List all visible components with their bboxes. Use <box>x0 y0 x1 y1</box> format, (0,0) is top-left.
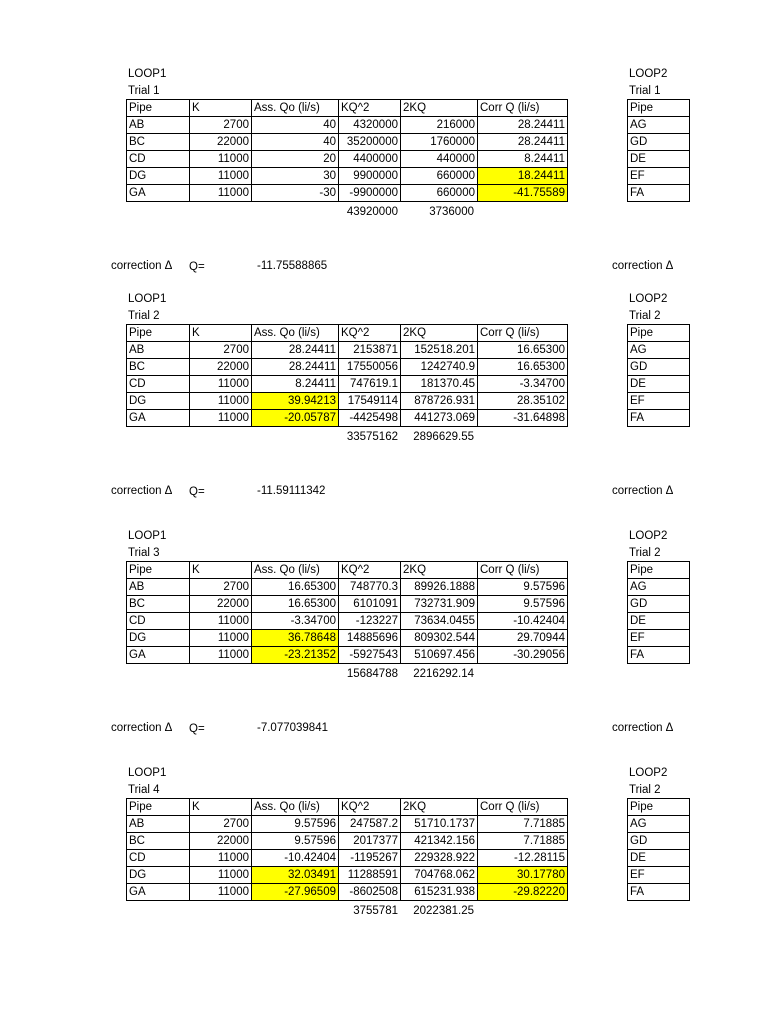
cell-qo[interactable]: 36.78648 <box>252 630 339 647</box>
loop1-table <box>126 798 568 901</box>
table-row <box>628 325 690 342</box>
cell-corr[interactable]: -31.64898 <box>478 410 568 427</box>
column-header[interactable]: Pipe <box>127 325 190 342</box>
table-row <box>628 867 690 884</box>
column-header[interactable]: 2KQ <box>401 562 478 579</box>
column-header[interactable]: Corr Q (li/s) <box>478 325 568 342</box>
cell-k[interactable]: 22000 <box>190 833 252 850</box>
loop1-table <box>126 324 568 427</box>
cell-kq2[interactable]: -4425498 <box>339 410 401 427</box>
cell-pipe[interactable]: CD <box>127 151 190 168</box>
column-header[interactable]: K <box>190 325 252 342</box>
cell-k[interactable]: 11000 <box>190 151 252 168</box>
cell-kq2[interactable]: -1195267 <box>339 850 401 867</box>
cell-k[interactable]: 11000 <box>190 168 252 185</box>
cell-pipe[interactable]: AB <box>127 342 190 359</box>
cell-pipe[interactable]: BC <box>127 134 190 151</box>
cell-corr[interactable]: 28.24411 <box>478 134 568 151</box>
cell-twokq[interactable]: 510697.456 <box>401 647 478 664</box>
cell-twokq[interactable]: 660000 <box>401 168 478 185</box>
header-row <box>127 325 568 342</box>
cell-twokq[interactable]: 660000 <box>401 185 478 202</box>
column-header[interactable]: K <box>190 562 252 579</box>
cell-corr[interactable]: 28.35102 <box>478 393 568 410</box>
q-value: -11.59111342 <box>257 485 326 497</box>
cell-corr[interactable]: -41.75589 <box>478 185 568 202</box>
cell-pipe[interactable]: CD <box>127 376 190 393</box>
cell-kq2[interactable]: 4400000 <box>339 151 401 168</box>
cell-twokq[interactable]: 1760000 <box>401 134 478 151</box>
cell-twokq[interactable]: 441273.069 <box>401 410 478 427</box>
table-row <box>628 562 690 579</box>
cell-k[interactable]: 22000 <box>190 359 252 376</box>
cell-corr[interactable]: 16.65300 <box>478 359 568 376</box>
cell-corr[interactable]: -30.29056 <box>478 647 568 664</box>
table-row <box>127 151 568 168</box>
cell-pipe[interactable]: FA <box>628 647 690 664</box>
cell-k[interactable]: 2700 <box>190 816 252 833</box>
cell-pipe[interactable]: EF <box>628 630 690 647</box>
cell-corr[interactable]: -12.28115 <box>478 850 568 867</box>
loop1-label: LOOP1 <box>128 530 167 542</box>
cell-pipe[interactable]: FA <box>628 884 690 901</box>
column-header[interactable]: Pipe <box>127 562 190 579</box>
cell-twokq[interactable]: 440000 <box>401 151 478 168</box>
cell-corr[interactable]: 8.24411 <box>478 151 568 168</box>
total-2kq: 3736000 <box>429 206 474 218</box>
cell-pipe[interactable]: DE <box>628 613 690 630</box>
cell-pipe[interactable]: Pipe <box>628 799 690 816</box>
cell-pipe[interactable]: DE <box>628 151 690 168</box>
cell-kq2[interactable]: 4320000 <box>339 117 401 134</box>
correction-label: correction Δ <box>111 485 173 497</box>
cell-pipe[interactable]: GA <box>127 647 190 664</box>
table-row <box>628 168 690 185</box>
cell-qo[interactable]: -3.34700 <box>252 613 339 630</box>
cell-twokq[interactable]: 615231.938 <box>401 884 478 901</box>
right-correction-label: correction Δ <box>612 722 674 734</box>
loop2-label: LOOP2 <box>629 767 668 779</box>
cell-pipe[interactable]: Pipe <box>628 562 690 579</box>
cell-k[interactable]: 11000 <box>190 850 252 867</box>
cell-kq2[interactable]: 17550056 <box>339 359 401 376</box>
cell-kq2[interactable]: 11288591 <box>339 867 401 884</box>
column-header[interactable]: Pipe <box>127 799 190 816</box>
table-row <box>628 410 690 427</box>
q-value: -7.077039841 <box>257 722 328 734</box>
cell-qo[interactable]: -30 <box>252 185 339 202</box>
cell-pipe[interactable]: AG <box>628 342 690 359</box>
table-row <box>127 579 568 596</box>
cell-pipe[interactable]: GA <box>127 185 190 202</box>
table-row <box>127 884 568 901</box>
cell-twokq[interactable]: 1242740.9 <box>401 359 478 376</box>
column-header[interactable]: Ass. Qo (li/s) <box>252 799 339 816</box>
cell-pipe[interactable]: DE <box>628 376 690 393</box>
q-value: -11.75588865 <box>257 260 328 272</box>
table-row <box>628 185 690 202</box>
cell-kq2[interactable]: 6101091 <box>339 596 401 613</box>
table-row <box>127 410 568 427</box>
total-2kq: 2022381.25 <box>413 905 474 917</box>
total-2kq: 2216292.14 <box>413 668 474 680</box>
cell-twokq[interactable]: 878726.931 <box>401 393 478 410</box>
column-header[interactable]: 2KQ <box>401 799 478 816</box>
cell-k[interactable]: 11000 <box>190 630 252 647</box>
cell-pipe[interactable]: DG <box>127 393 190 410</box>
loop2-table <box>627 561 690 664</box>
loop1-label: LOOP1 <box>128 68 167 80</box>
cell-kq2[interactable]: -9900000 <box>339 185 401 202</box>
cell-corr[interactable]: 16.65300 <box>478 342 568 359</box>
cell-k[interactable]: 11000 <box>190 867 252 884</box>
cell-qo[interactable]: 28.24411 <box>252 359 339 376</box>
cell-pipe[interactable]: GD <box>628 833 690 850</box>
table-row <box>628 151 690 168</box>
q-label: Q= <box>189 261 205 273</box>
table-row <box>127 393 568 410</box>
cell-qo[interactable]: 28.24411 <box>252 342 339 359</box>
cell-k[interactable]: 2700 <box>190 579 252 596</box>
column-header[interactable]: Corr Q (li/s) <box>478 799 568 816</box>
cell-pipe[interactable]: DG <box>127 630 190 647</box>
total-kq2: 3755781 <box>353 905 398 917</box>
table-row <box>628 596 690 613</box>
table-row <box>127 117 568 134</box>
column-header[interactable]: K <box>190 799 252 816</box>
cell-pipe[interactable]: GA <box>127 884 190 901</box>
table-row <box>127 630 568 647</box>
table-row <box>628 376 690 393</box>
loop2-table <box>627 798 690 901</box>
cell-corr[interactable]: -3.34700 <box>478 376 568 393</box>
cell-twokq[interactable]: 704768.062 <box>401 867 478 884</box>
cell-pipe[interactable]: AG <box>628 579 690 596</box>
loop2-label: LOOP2 <box>629 68 668 80</box>
cell-corr[interactable]: 9.57596 <box>478 579 568 596</box>
q-label: Q= <box>189 723 205 735</box>
cell-pipe[interactable]: GD <box>628 134 690 151</box>
table-row <box>127 816 568 833</box>
cell-kq2[interactable]: 2017377 <box>339 833 401 850</box>
cell-qo[interactable]: 40 <box>252 117 339 134</box>
cell-twokq[interactable]: 229328.922 <box>401 850 478 867</box>
cell-pipe[interactable]: DG <box>127 168 190 185</box>
loop2-trial-label: Trial 2 <box>629 547 661 559</box>
cell-pipe[interactable]: DE <box>628 850 690 867</box>
cell-twokq[interactable]: 181370.45 <box>401 376 478 393</box>
loop2-table <box>627 324 690 427</box>
trial-label: Trial 2 <box>128 310 160 322</box>
cell-pipe[interactable]: FA <box>628 410 690 427</box>
table-row <box>127 867 568 884</box>
cell-pipe[interactable]: FA <box>628 185 690 202</box>
cell-corr[interactable]: 30.17780 <box>478 867 568 884</box>
table-row <box>127 850 568 867</box>
cell-corr[interactable]: -10.42404 <box>478 613 568 630</box>
cell-kq2[interactable]: 747619.1 <box>339 376 401 393</box>
total-kq2: 15684788 <box>346 668 398 680</box>
table-row <box>628 884 690 901</box>
table-row <box>127 185 568 202</box>
trial-label: Trial 4 <box>128 784 160 796</box>
cell-pipe[interactable]: BC <box>127 359 190 376</box>
correction-label: correction Δ <box>111 722 173 734</box>
table-row <box>127 134 568 151</box>
correction-label: correction Δ <box>111 260 173 272</box>
cell-kq2[interactable]: 35200000 <box>339 134 401 151</box>
cell-corr[interactable]: 29.70944 <box>478 630 568 647</box>
cell-qo[interactable]: -10.42404 <box>252 850 339 867</box>
cell-corr[interactable]: -29.82220 <box>478 884 568 901</box>
cell-k[interactable]: 2700 <box>190 117 252 134</box>
cell-pipe[interactable]: AG <box>628 117 690 134</box>
cell-corr[interactable]: 18.24411 <box>478 168 568 185</box>
table-row <box>628 393 690 410</box>
cell-twokq[interactable]: 73634.0455 <box>401 613 478 630</box>
loop1-table <box>126 99 568 202</box>
table-row <box>628 100 690 117</box>
table-row <box>127 596 568 613</box>
header-row <box>127 799 568 816</box>
table-row <box>127 613 568 630</box>
table-row <box>628 613 690 630</box>
cell-k[interactable]: 11000 <box>190 884 252 901</box>
cell-k[interactable]: 11000 <box>190 613 252 630</box>
cell-pipe[interactable]: DG <box>127 867 190 884</box>
cell-k[interactable]: 11000 <box>190 185 252 202</box>
table-row <box>127 833 568 850</box>
table-row <box>628 816 690 833</box>
column-header[interactable]: K <box>190 100 252 117</box>
cell-k[interactable]: 11000 <box>190 376 252 393</box>
cell-qo[interactable]: 39.94213 <box>252 393 339 410</box>
cell-pipe[interactable]: BC <box>127 833 190 850</box>
cell-corr[interactable]: 9.57596 <box>478 596 568 613</box>
table-row <box>628 799 690 816</box>
cell-twokq[interactable]: 152518.201 <box>401 342 478 359</box>
loop2-trial-label: Trial 1 <box>629 85 661 97</box>
column-header[interactable]: Ass. Qo (li/s) <box>252 562 339 579</box>
loop2-trial-label: Trial 2 <box>629 310 661 322</box>
cell-qo[interactable]: -27.96509 <box>252 884 339 901</box>
cell-kq2[interactable]: 2153871 <box>339 342 401 359</box>
cell-qo[interactable]: 9.57596 <box>252 816 339 833</box>
cell-k[interactable]: 11000 <box>190 647 252 664</box>
table-row <box>628 833 690 850</box>
loop2-table <box>627 99 690 202</box>
table-row <box>127 359 568 376</box>
cell-twokq[interactable]: 809302.544 <box>401 630 478 647</box>
table-row <box>628 850 690 867</box>
cell-kq2[interactable]: 17549114 <box>339 393 401 410</box>
cell-qo[interactable]: 30 <box>252 168 339 185</box>
cell-pipe[interactable]: EF <box>628 393 690 410</box>
cell-kq2[interactable]: 14885696 <box>339 630 401 647</box>
cell-pipe[interactable]: EF <box>628 168 690 185</box>
cell-k[interactable]: 11000 <box>190 410 252 427</box>
total-kq2: 43920000 <box>346 206 398 218</box>
cell-kq2[interactable]: -123227 <box>339 613 401 630</box>
column-header[interactable]: Corr Q (li/s) <box>478 100 568 117</box>
table-row <box>628 359 690 376</box>
cell-pipe[interactable]: AG <box>628 816 690 833</box>
cell-qo[interactable]: 20 <box>252 151 339 168</box>
cell-pipe[interactable]: GD <box>628 596 690 613</box>
cell-qo[interactable]: 16.65300 <box>252 596 339 613</box>
cell-pipe[interactable]: GD <box>628 359 690 376</box>
table-row <box>127 376 568 393</box>
table-row <box>127 647 568 664</box>
trial-label: Trial 1 <box>128 85 160 97</box>
column-header[interactable]: KQ^2 <box>339 100 401 117</box>
cell-corr[interactable]: 28.24411 <box>478 117 568 134</box>
cell-pipe[interactable]: GA <box>127 410 190 427</box>
column-header[interactable]: 2KQ <box>401 325 478 342</box>
cell-qo[interactable]: -20.05787 <box>252 410 339 427</box>
cell-twokq[interactable]: 51710.1737 <box>401 816 478 833</box>
column-header[interactable]: Corr Q (li/s) <box>478 562 568 579</box>
cell-pipe[interactable]: Pipe <box>628 100 690 117</box>
loop1-label: LOOP1 <box>128 767 167 779</box>
table-row <box>628 630 690 647</box>
cell-kq2[interactable]: 247587.2 <box>339 816 401 833</box>
table-row <box>628 134 690 151</box>
header-row <box>127 100 568 117</box>
loop2-label: LOOP2 <box>629 530 668 542</box>
cell-pipe[interactable]: AB <box>127 579 190 596</box>
cell-twokq[interactable]: 89926.1888 <box>401 579 478 596</box>
cell-qo[interactable]: 40 <box>252 134 339 151</box>
cell-kq2[interactable]: 748770.3 <box>339 579 401 596</box>
cell-qo[interactable]: 32.03491 <box>252 867 339 884</box>
cell-pipe[interactable]: CD <box>127 850 190 867</box>
loop2-trial-label: Trial 2 <box>629 784 661 796</box>
column-header[interactable]: Ass. Qo (li/s) <box>252 100 339 117</box>
cell-pipe[interactable]: BC <box>127 596 190 613</box>
cell-twokq[interactable]: 421342.156 <box>401 833 478 850</box>
cell-kq2[interactable]: -5927543 <box>339 647 401 664</box>
table-row <box>628 117 690 134</box>
column-header[interactable]: KQ^2 <box>339 799 401 816</box>
cell-pipe[interactable]: EF <box>628 867 690 884</box>
cell-qo[interactable]: -23.21352 <box>252 647 339 664</box>
loop1-label: LOOP1 <box>128 293 167 305</box>
cell-corr[interactable]: 7.71885 <box>478 833 568 850</box>
column-header[interactable]: KQ^2 <box>339 562 401 579</box>
loop2-label: LOOP2 <box>629 293 668 305</box>
table-row <box>628 342 690 359</box>
table-row <box>628 647 690 664</box>
cell-pipe[interactable]: AB <box>127 117 190 134</box>
cell-k[interactable]: 22000 <box>190 596 252 613</box>
loop1-table <box>126 561 568 664</box>
total-kq2: 33575162 <box>346 431 398 443</box>
cell-qo[interactable]: 8.24411 <box>252 376 339 393</box>
right-correction-label: correction Δ <box>612 260 674 272</box>
cell-twokq[interactable]: 732731.909 <box>401 596 478 613</box>
cell-corr[interactable]: 7.71885 <box>478 816 568 833</box>
cell-k[interactable]: 22000 <box>190 134 252 151</box>
cell-twokq[interactable]: 216000 <box>401 117 478 134</box>
cell-kq2[interactable]: 9900000 <box>339 168 401 185</box>
header-row <box>127 562 568 579</box>
table-row <box>127 342 568 359</box>
column-header[interactable]: Ass. Qo (li/s) <box>252 325 339 342</box>
table-row <box>628 579 690 596</box>
cell-pipe[interactable]: Pipe <box>628 325 690 342</box>
cell-k[interactable]: 2700 <box>190 342 252 359</box>
q-label: Q= <box>189 486 205 498</box>
column-header[interactable]: KQ^2 <box>339 325 401 342</box>
table-row <box>127 168 568 185</box>
trial-label: Trial 3 <box>128 547 160 559</box>
cell-pipe[interactable]: AB <box>127 816 190 833</box>
right-correction-label: correction Δ <box>612 485 674 497</box>
column-header[interactable]: Pipe <box>127 100 190 117</box>
cell-qo[interactable]: 16.65300 <box>252 579 339 596</box>
cell-k[interactable]: 11000 <box>190 393 252 410</box>
cell-qo[interactable]: 9.57596 <box>252 833 339 850</box>
cell-pipe[interactable]: CD <box>127 613 190 630</box>
column-header[interactable]: 2KQ <box>401 100 478 117</box>
total-2kq: 2896629.55 <box>413 431 474 443</box>
cell-kq2[interactable]: -8602508 <box>339 884 401 901</box>
